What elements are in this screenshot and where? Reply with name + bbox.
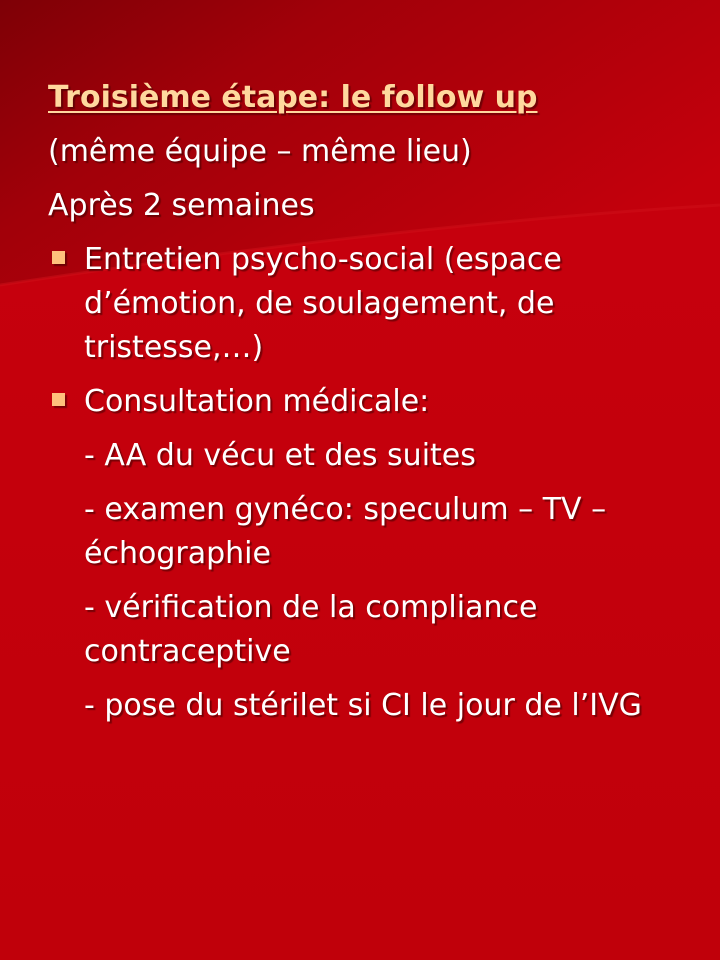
square-bullet-icon — [52, 393, 65, 406]
bullet-text: Consultation médicale: — [84, 384, 430, 419]
sub-item: - AA du vécu et des suites — [84, 438, 476, 473]
slide-subtitle: (même équipe – même lieu) — [48, 134, 472, 169]
sub-item: - vérification de la compliance contraceptive — [84, 590, 538, 669]
sub-item: - examen gynéco: speculum – TV – échographie — [84, 492, 607, 571]
bullet-item — [48, 380, 688, 424]
slide-title: Troisième étape: le follow up — [48, 80, 538, 115]
square-bullet-icon — [52, 251, 65, 264]
bullet-item — [48, 238, 688, 370]
bullet-text: Entretien psycho-social (espace d’émotion, de soulagement, de tristesse,…) — [84, 242, 562, 365]
sub-item: - pose du stérilet si CI le jour de l’IVG — [84, 688, 642, 723]
timing-text: Après 2 semaines — [48, 188, 315, 223]
slide-content — [48, 76, 688, 738]
